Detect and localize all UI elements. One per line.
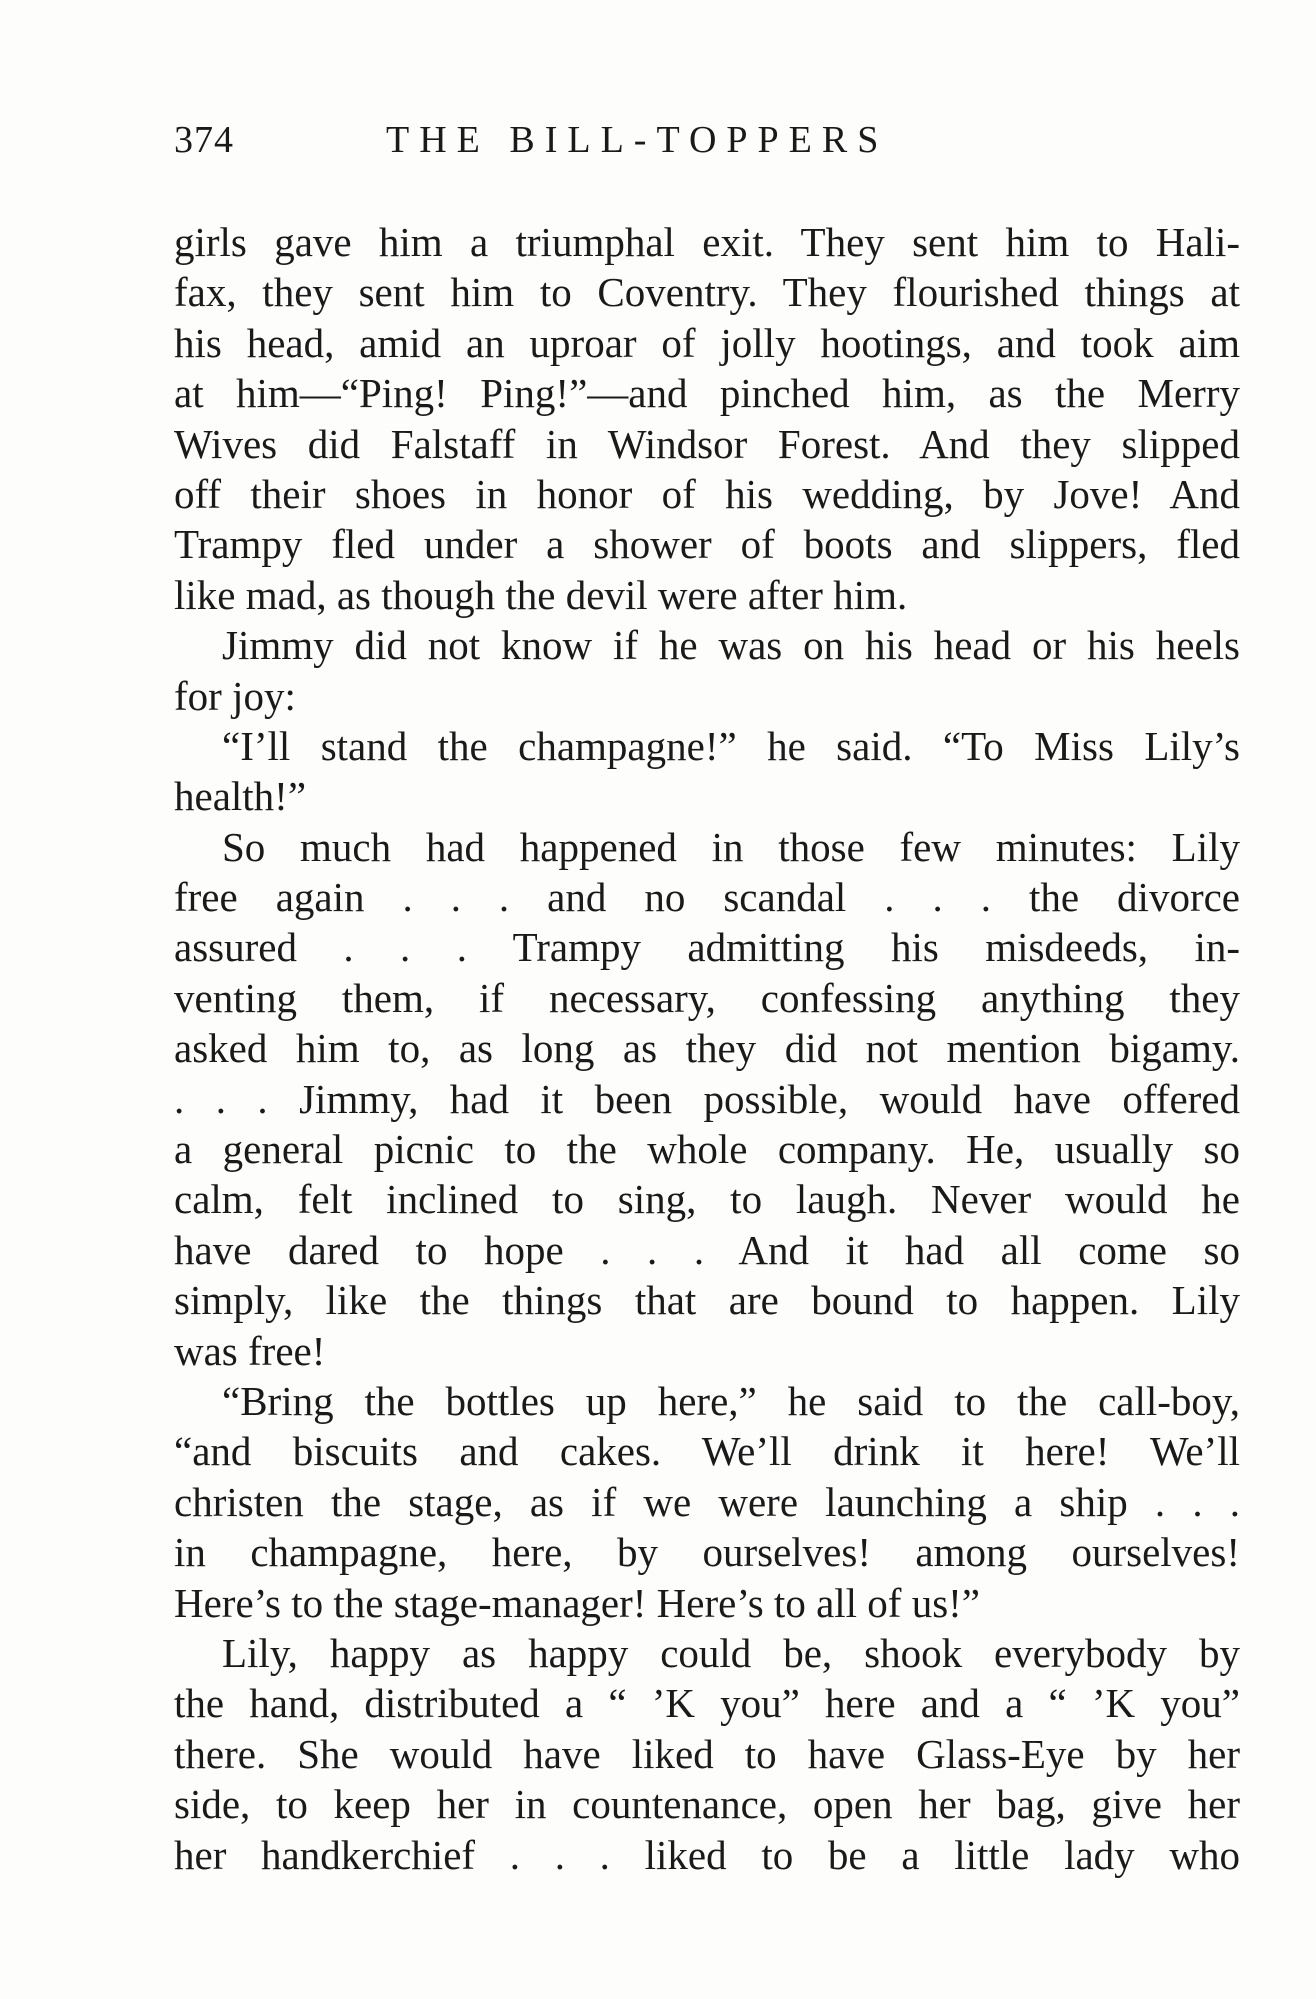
text-line: for joy: [174,672,296,719]
text-line: Wives did Falstaff in Windsor Forest. And they slipped [174,420,1240,467]
text-line: Here’s to the stage-manager! Here’s to all of us!” [174,1579,981,1626]
text-line: side, to keep her in countenance, open her bag, give her [174,1781,1240,1828]
text-line: at him—“Ping! Ping!”—and pinched him, as the Merry [174,370,1240,417]
text-line: girls gave him a triumphal exit. They sent him to Hali- [174,219,1240,265]
running-head [174,118,1234,178]
text-line: calm, felt inclined to sing, to laugh. Never would he [174,1176,1240,1223]
text-line: fax, they sent him to Coventry. They flourished things at [174,269,1240,316]
text-line: “and biscuits and cakes. We’ll drink it here! We’ll [174,1428,1240,1475]
text-line: like mad, as though the devil were after him. [174,571,908,618]
text-line: “I’ll stand the champagne!” he said. “To Miss Lily’s [222,722,1240,769]
page-number: 374 [174,119,234,161]
running-title: THE BILL-TOPPERS [386,119,889,161]
text-line: “Bring the bottles up here,” he said to the call-boy, [222,1377,1240,1424]
text-line: christen the stage, as if we were launching a ship . . . [174,1478,1240,1525]
text-line: asked him to, as long as they did not mention bigamy. [174,1025,1240,1072]
text-line: assured . . . Trampy admitting his misdeeds, in- [174,924,1240,971]
text-line: simply, like the things that are bound to happen. Lily [174,1277,1240,1324]
body-text [174,217,1240,1880]
text-line: there. She would have liked to have Glass-Eye by her [174,1730,1240,1777]
text-line: his head, amid an uproar of jolly hootings, and took aim [174,319,1240,366]
text-line: Trampy fled under a shower of boots and slippers, fled [174,521,1240,568]
text-line: off their shoes in honor of his wedding, by Jove! And [174,470,1240,517]
text-line: Jimmy did not know if he was on his head or his heels [222,622,1240,669]
text-line: So much had happened in those few minutes: Lily [222,823,1240,870]
text-line: Lily, happy as happy could be, shook everybody by [222,1629,1240,1676]
text-line: was free! [174,1327,326,1374]
text-line: a general picnic to the whole company. He, usually so [174,1126,1240,1173]
text-line: the hand, distributed a “ ’K you” here and a “ ’K you” [174,1680,1240,1727]
text-line: venting them, if necessary, confessing anything they [174,974,1240,1021]
text-line: free again . . . and no scandal . . . the divorce [174,874,1240,921]
text-line: in champagne, here, by ourselves! among ourselves! [174,1529,1240,1576]
text-line: her handkerchief . . . liked to be a little lady who [174,1831,1240,1878]
text-line: . . . Jimmy, had it been possible, would have offered [174,1075,1240,1122]
text-line: have dared to hope . . . And it had all come so [174,1226,1240,1273]
text-line: health!” [174,773,307,820]
